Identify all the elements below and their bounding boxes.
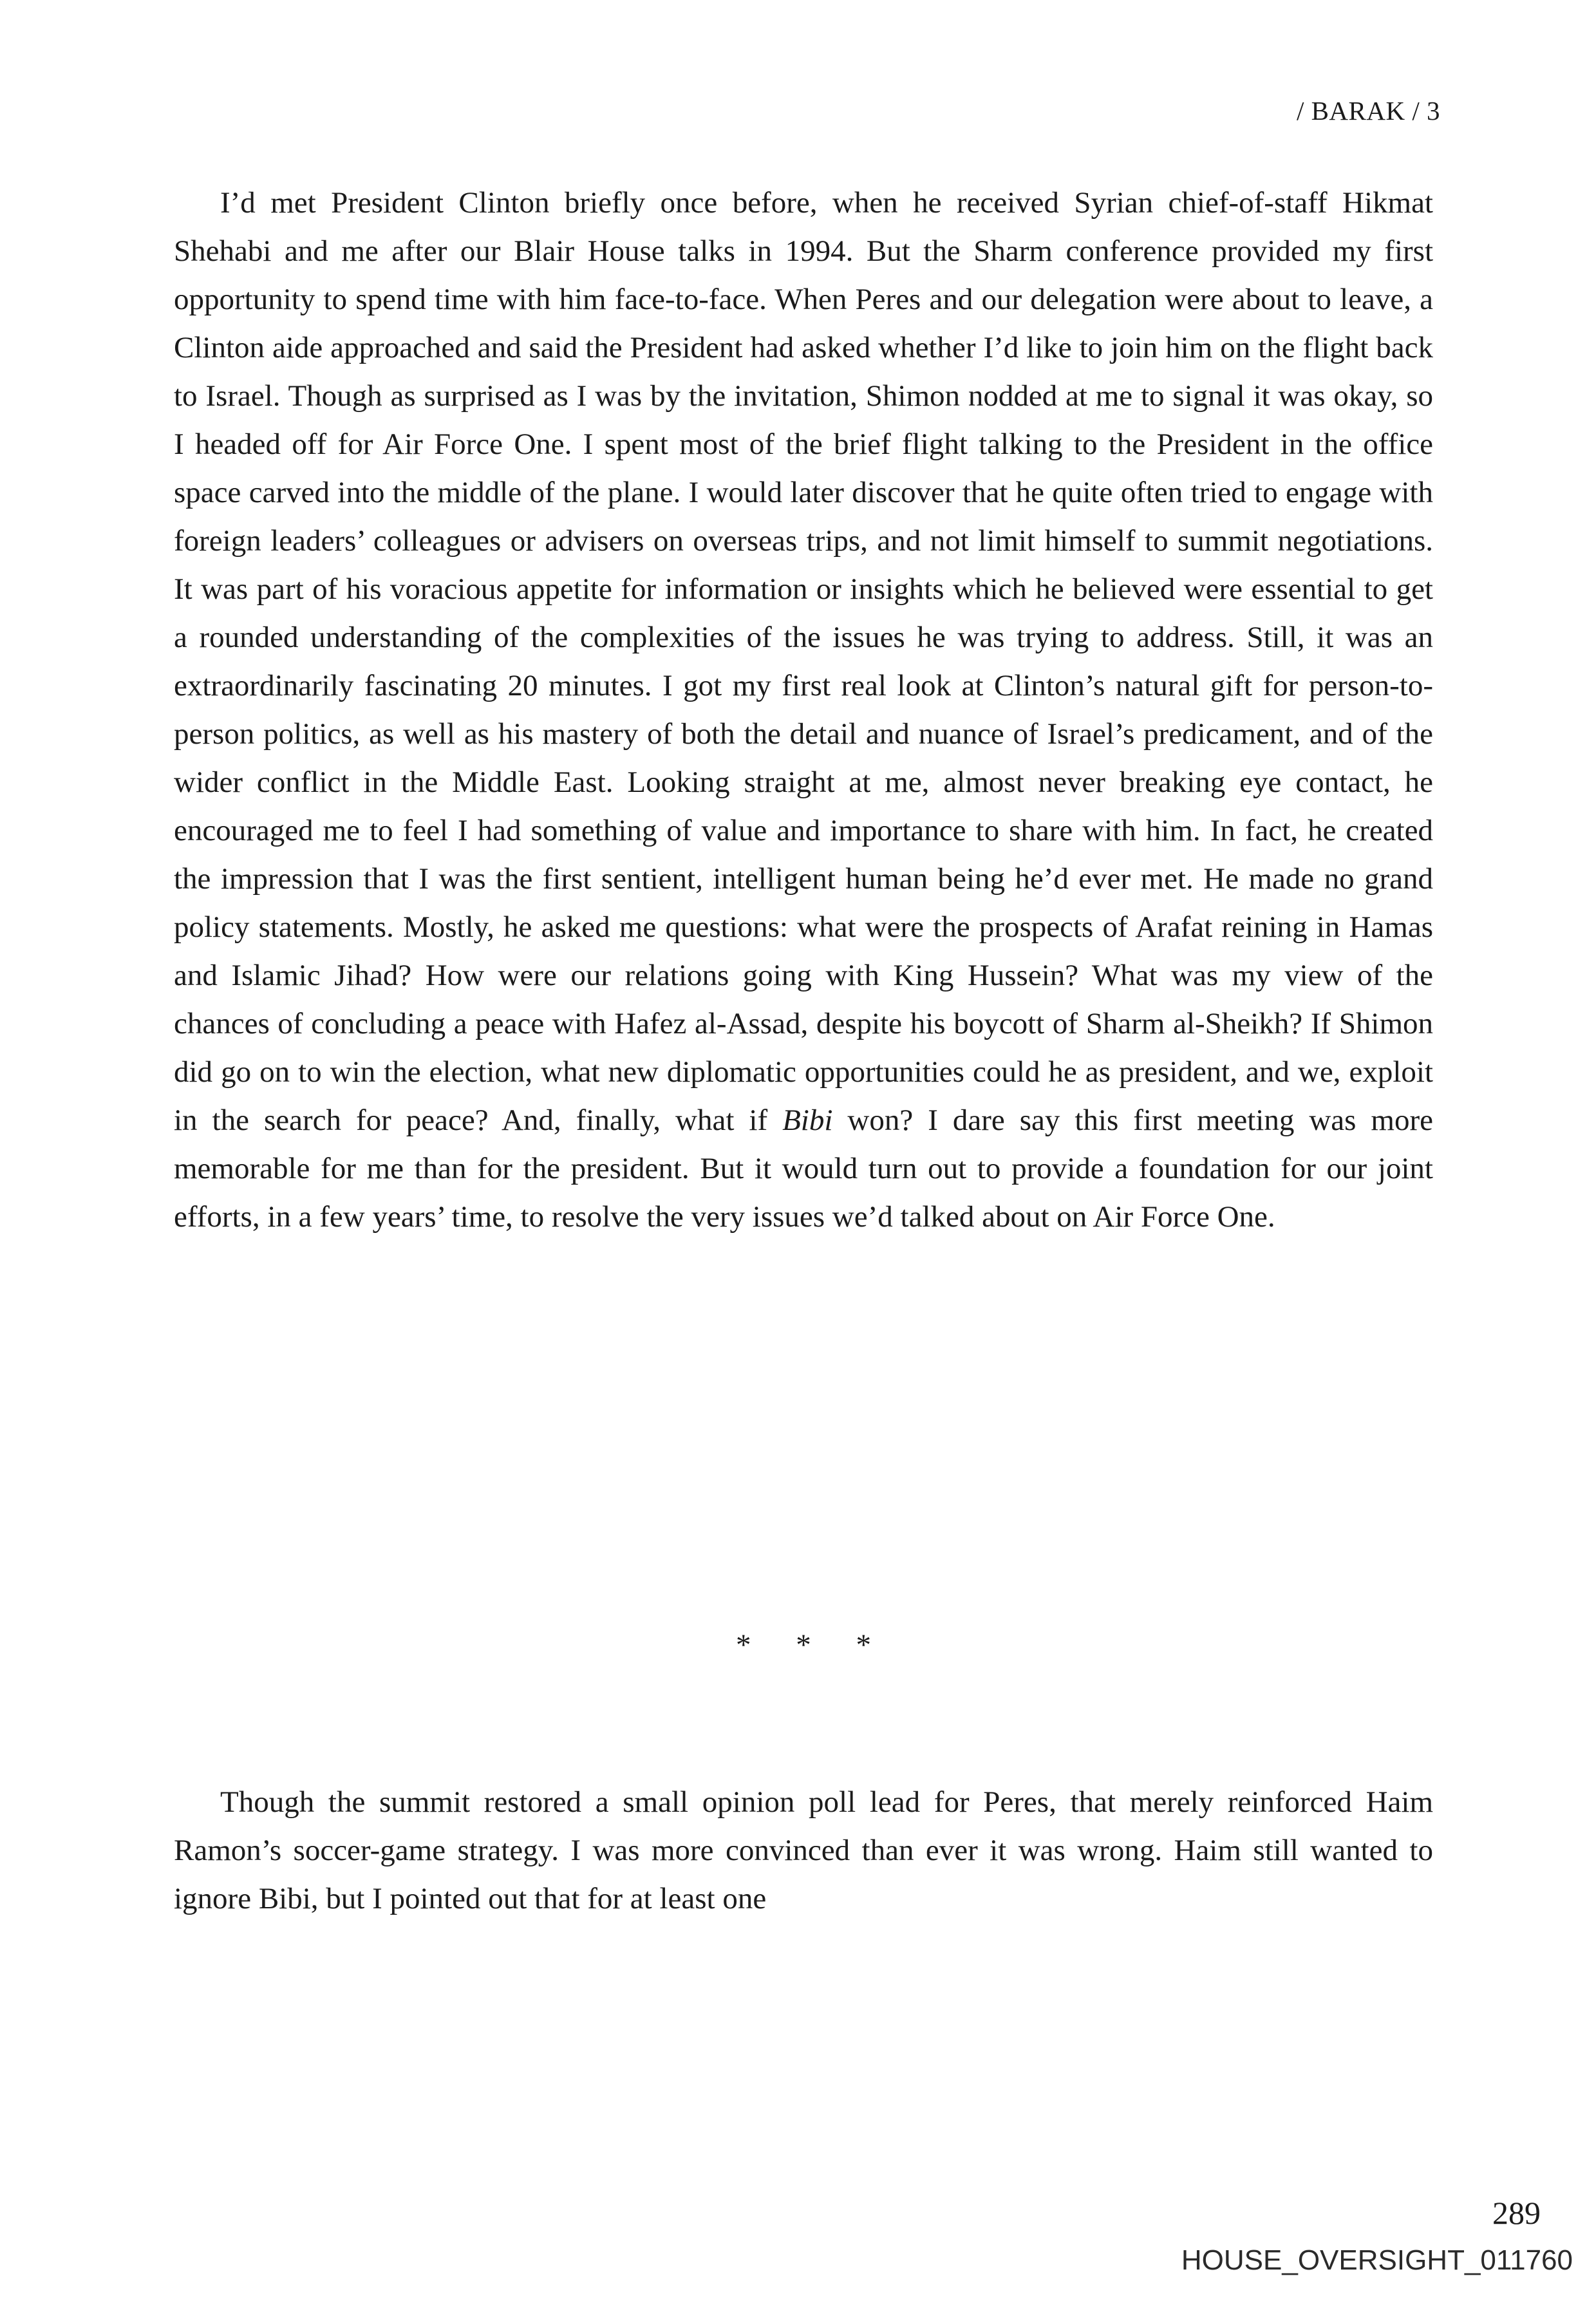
running-header: / BARAK / 3 [1296, 96, 1440, 126]
second-text-block [174, 1778, 1433, 1923]
page-number: 289 [1492, 2195, 1541, 2231]
main-text-block [174, 179, 1433, 1241]
paragraph-2: Though the summit restored a small opinion poll lead for Peres, that merely reinforced Haim Ramon’s soccer-game strategy. I was more convinced than ever it was wrong. Haim still wanted to ignore Bibi, but I pointed out that for at least one [174, 1785, 1433, 1915]
paragraph-1-italic-word: Bibi [782, 1104, 833, 1137]
paragraph-1-text: I’d met President Clinton briefly once before, when he received Syrian chief-of-staff Hikmat Shehabi and me after our Blair House talks in 1994. But the Sharm conference provided my first opportunity to spend time with him face-to-face. When Peres and our delegation were about to leave, a Clinton aide approached and said the President had asked whether I’d like to join him on the flight back to Israel. Though as surprised as I was by the invitation, Shimon nodded at me to signal it was okay, so I headed off for Air Force One. I spent most of the brief flight talking to the President in the office space carved into the middle of the plane. I would later discover that he quite often tried to engage with foreign leaders’ colleagues or advisers on overseas trips, and not limit himself to summit negotiations. It was part of his voracious appetite for information or insights which he believed were essential to get a rounded understanding of the complexities of the issues he was trying to address. Still, it was an extraordinarily fascinating 20 minutes. I got my first real look at Clinton’s natural gift for person-to-person politics, as well as his mastery of both the detail and nuance of Israel’s predicament, and of the wider conflict in the Middle East. Looking straight at me, almost never breaking eye contact, he encouraged me to feel I had something of value and importance to share with him. In fact, he created the impression that I was the first sentient, intelligent human being he’d ever met. He made no grand policy statements. Mostly, he asked me questions: what were the prospects of Arafat reining in Hamas and Islamic Jihad? How were our relations going with King Hussein? What was my view of the chances of concluding a peace with Hafez al-Assad, despite his boycott of Sharm al-Sheikh? If Shimon did go on to win the election, what new diplomatic opportunities could he as president, and we, exploit in the search for peace? And, finally, what if [174, 186, 1433, 1137]
bates-stamp: HOUSE_OVERSIGHT_011760 [1181, 2244, 1573, 2276]
paragraph-1 [174, 179, 1433, 1241]
section-break-asterisks: * * * [736, 1628, 871, 1662]
paragraph-1-text-continued: won? I dare say this first meeting was more memorable for me than for the president. But it would turn out to provide a foundation for our joint efforts, in a few years’ time, to resolve the very issues we’d talked about on Air Force One. [174, 1104, 1433, 1234]
